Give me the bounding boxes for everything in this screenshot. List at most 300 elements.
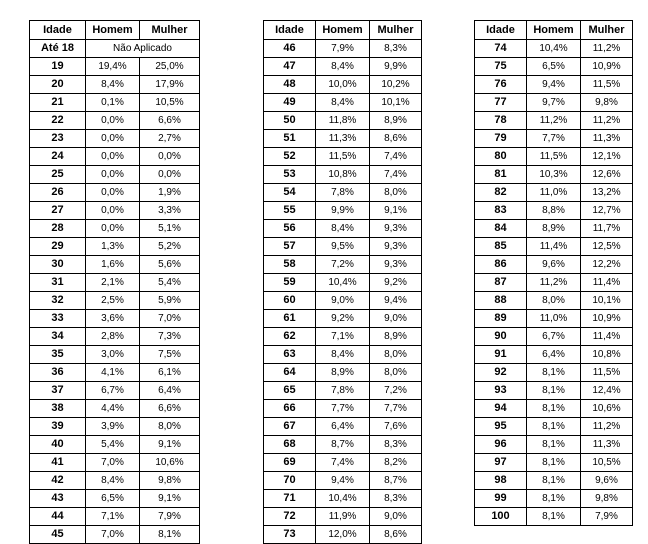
homem-cell: 8,1% [527, 436, 581, 454]
homem-cell: 9,4% [527, 76, 581, 94]
age-cell: 34 [30, 328, 86, 346]
table-row [30, 130, 200, 148]
mulher-cell: 8,0% [370, 346, 422, 364]
homem-cell: 4,1% [86, 364, 140, 382]
mulher-cell: 13,2% [581, 184, 633, 202]
mulher-cell: 8,9% [370, 112, 422, 130]
homem-cell: 9,6% [527, 256, 581, 274]
table-row [264, 526, 422, 544]
mulher-cell: 9,6% [581, 472, 633, 490]
mulher-cell: 12,5% [581, 238, 633, 256]
age-cell: 100 [475, 508, 527, 526]
mulher-cell: 6,4% [140, 382, 200, 400]
table-row [264, 220, 422, 238]
homem-cell: 2,1% [86, 274, 140, 292]
homem-cell: 0,0% [86, 130, 140, 148]
age-cell: 90 [475, 328, 527, 346]
mulher-cell: 10,9% [581, 58, 633, 76]
homem-cell: 7,8% [316, 184, 370, 202]
homem-cell: 6,4% [527, 346, 581, 364]
note-row [30, 40, 200, 58]
age-cell: 56 [264, 220, 316, 238]
homem-cell: 10,0% [316, 76, 370, 94]
homem-cell: 2,5% [86, 292, 140, 310]
table-row [30, 454, 200, 472]
mulher-cell: 10,5% [140, 94, 200, 112]
table-row [264, 94, 422, 112]
homem-cell: 7,7% [316, 400, 370, 418]
age-cell: 32 [30, 292, 86, 310]
mulher-cell: 8,0% [140, 418, 200, 436]
age-cell: 37 [30, 382, 86, 400]
mulher-cell: 9,0% [370, 310, 422, 328]
table-row [264, 418, 422, 436]
age-cell: 38 [30, 400, 86, 418]
age-cell: 86 [475, 256, 527, 274]
age-cell: 50 [264, 112, 316, 130]
mulher-cell: 10,9% [581, 310, 633, 328]
table-row [475, 472, 633, 490]
mulher-cell: 25,0% [140, 58, 200, 76]
homem-cell: 3,0% [86, 346, 140, 364]
homem-cell: 5,4% [86, 436, 140, 454]
mulher-cell: 9,1% [370, 202, 422, 220]
header-homem: Homem [527, 21, 581, 40]
table-row [264, 148, 422, 166]
mulher-cell: 5,6% [140, 256, 200, 274]
age-cell: 79 [475, 130, 527, 148]
table-row [30, 364, 200, 382]
mulher-cell: 8,3% [370, 40, 422, 58]
age-cell: 62 [264, 328, 316, 346]
mulher-cell: 7,9% [140, 508, 200, 526]
age-cell: 45 [30, 526, 86, 544]
age-cell: 99 [475, 490, 527, 508]
table-row [264, 40, 422, 58]
homem-cell: 3,6% [86, 310, 140, 328]
header-mulher: Mulher [370, 21, 422, 40]
homem-cell: 8,1% [527, 490, 581, 508]
homem-cell: 9,7% [527, 94, 581, 112]
mulher-cell: 7,4% [370, 148, 422, 166]
table-row [475, 418, 633, 436]
homem-cell: 1,6% [86, 256, 140, 274]
age-cell: 76 [475, 76, 527, 94]
homem-cell: 10,4% [527, 40, 581, 58]
mulher-cell: 7,7% [370, 400, 422, 418]
mulher-cell: 5,1% [140, 220, 200, 238]
age-cell: 67 [264, 418, 316, 436]
age-cell: 87 [475, 274, 527, 292]
age-cell: 57 [264, 238, 316, 256]
homem-cell: 7,1% [86, 508, 140, 526]
age-cell: 61 [264, 310, 316, 328]
mulher-cell: 0,0% [140, 166, 200, 184]
age-cell: 39 [30, 418, 86, 436]
table-row [475, 292, 633, 310]
age-cell: 72 [264, 508, 316, 526]
age-cell: 59 [264, 274, 316, 292]
mulher-cell: 17,9% [140, 76, 200, 94]
age-cell: 63 [264, 346, 316, 364]
table-row [30, 508, 200, 526]
mulher-cell: 8,9% [370, 328, 422, 346]
homem-cell: 9,2% [316, 310, 370, 328]
age-cell: 33 [30, 310, 86, 328]
table-row [475, 382, 633, 400]
table-row [264, 490, 422, 508]
table-row [475, 508, 633, 526]
table-row [30, 418, 200, 436]
header-idade: Idade [264, 21, 316, 40]
table-row [475, 346, 633, 364]
table-row [264, 256, 422, 274]
homem-cell: 1,3% [86, 238, 140, 256]
mulher-cell: 8,3% [370, 490, 422, 508]
homem-cell: 7,0% [86, 526, 140, 544]
homem-cell: 2,8% [86, 328, 140, 346]
table-row [264, 364, 422, 382]
age-cell: 54 [264, 184, 316, 202]
mulher-cell: 7,4% [370, 166, 422, 184]
mulher-cell: 9,8% [581, 490, 633, 508]
age-cell: 35 [30, 346, 86, 364]
homem-cell: 8,4% [86, 472, 140, 490]
mulher-cell: 8,6% [370, 526, 422, 544]
homem-cell: 9,0% [316, 292, 370, 310]
table-row [475, 364, 633, 382]
age-cell: 91 [475, 346, 527, 364]
homem-cell: 11,2% [527, 112, 581, 130]
age-cell: 49 [264, 94, 316, 112]
homem-cell: 11,3% [316, 130, 370, 148]
header-homem: Homem [86, 21, 140, 40]
homem-cell: 11,5% [527, 148, 581, 166]
age-cell: 74 [475, 40, 527, 58]
homem-cell: 6,7% [86, 382, 140, 400]
mulher-cell: 1,9% [140, 184, 200, 202]
age-cell: 95 [475, 418, 527, 436]
homem-cell: 0,0% [86, 112, 140, 130]
header-idade: Idade [475, 21, 527, 40]
age-cell: 46 [264, 40, 316, 58]
homem-cell: 4,4% [86, 400, 140, 418]
age-cell: 19 [30, 58, 86, 76]
table-row [264, 346, 422, 364]
age-cell: 42 [30, 472, 86, 490]
mulher-cell: 12,1% [581, 148, 633, 166]
mulher-cell: 9,1% [140, 436, 200, 454]
table-row [475, 58, 633, 76]
homem-cell: 6,5% [86, 490, 140, 508]
homem-cell: 0,1% [86, 94, 140, 112]
table-row [30, 256, 200, 274]
age-cell: 70 [264, 472, 316, 490]
mulher-cell: 8,1% [140, 526, 200, 544]
table-row [264, 328, 422, 346]
age-cell: 41 [30, 454, 86, 472]
homem-cell: 8,8% [527, 202, 581, 220]
age-cell: 85 [475, 238, 527, 256]
mulher-cell: 6,6% [140, 400, 200, 418]
header-row [264, 21, 422, 40]
mulher-cell: 8,0% [370, 364, 422, 382]
age-cell: 77 [475, 94, 527, 112]
age-cell: 68 [264, 436, 316, 454]
table-row [264, 130, 422, 148]
table-row [475, 76, 633, 94]
homem-cell: 11,8% [316, 112, 370, 130]
table-row [264, 508, 422, 526]
table-row [30, 400, 200, 418]
homem-cell: 8,4% [86, 76, 140, 94]
age-cell: 27 [30, 202, 86, 220]
homem-cell: 0,0% [86, 166, 140, 184]
mulher-cell: 7,2% [370, 382, 422, 400]
age-cell: 69 [264, 454, 316, 472]
homem-cell: 19,4% [86, 58, 140, 76]
table-row [475, 130, 633, 148]
mulher-cell: 9,4% [370, 292, 422, 310]
age-cell: 89 [475, 310, 527, 328]
age-cell: 60 [264, 292, 316, 310]
homem-cell: 7,1% [316, 328, 370, 346]
homem-cell: 8,9% [527, 220, 581, 238]
age-cell: 71 [264, 490, 316, 508]
age-cell: 44 [30, 508, 86, 526]
table-row [30, 472, 200, 490]
age-cell: 31 [30, 274, 86, 292]
mulher-cell: 7,6% [370, 418, 422, 436]
mulher-cell: 11,3% [581, 130, 633, 148]
mulher-cell: 11,5% [581, 364, 633, 382]
homem-cell: 8,1% [527, 418, 581, 436]
mulher-cell: 8,6% [370, 130, 422, 148]
homem-cell: 0,0% [86, 184, 140, 202]
header-row [475, 21, 633, 40]
age-cell: 65 [264, 382, 316, 400]
homem-cell: 9,4% [316, 472, 370, 490]
homem-cell: 11,0% [527, 184, 581, 202]
table-row [475, 274, 633, 292]
table-row [264, 472, 422, 490]
mulher-cell: 12,2% [581, 256, 633, 274]
homem-cell: 10,3% [527, 166, 581, 184]
homem-cell: 0,0% [86, 220, 140, 238]
homem-cell: 10,8% [316, 166, 370, 184]
rate-table-1 [29, 20, 200, 544]
age-cell: 82 [475, 184, 527, 202]
mulher-cell: 9,3% [370, 220, 422, 238]
age-cell: 81 [475, 166, 527, 184]
homem-cell: 7,4% [316, 454, 370, 472]
homem-cell: 12,0% [316, 526, 370, 544]
table-row [475, 94, 633, 112]
homem-cell: 6,7% [527, 328, 581, 346]
homem-cell: 11,5% [316, 148, 370, 166]
table-row [475, 310, 633, 328]
table-row [264, 112, 422, 130]
age-cell: 84 [475, 220, 527, 238]
age-cell: 58 [264, 256, 316, 274]
table-row [30, 58, 200, 76]
age-cell: 52 [264, 148, 316, 166]
homem-cell: 8,4% [316, 220, 370, 238]
table-row [475, 328, 633, 346]
homem-cell: 9,9% [316, 202, 370, 220]
mulher-cell: 9,3% [370, 238, 422, 256]
mulher-cell: 11,5% [581, 76, 633, 94]
mulher-cell: 5,2% [140, 238, 200, 256]
table-row [30, 328, 200, 346]
age-cell: 96 [475, 436, 527, 454]
homem-cell: 9,5% [316, 238, 370, 256]
age-cell: 75 [475, 58, 527, 76]
mulher-cell: 6,1% [140, 364, 200, 382]
table-row [475, 40, 633, 58]
homem-cell: 8,9% [316, 364, 370, 382]
age-cell: 40 [30, 436, 86, 454]
rate-table-3 [474, 20, 633, 526]
homem-cell: 10,4% [316, 490, 370, 508]
homem-cell: 8,4% [316, 94, 370, 112]
table-row [30, 220, 200, 238]
age-cell: 20 [30, 76, 86, 94]
homem-cell: 11,4% [527, 238, 581, 256]
homem-cell: 8,0% [527, 292, 581, 310]
age-cell: 48 [264, 76, 316, 94]
mulher-cell: 11,4% [581, 274, 633, 292]
table-row [30, 94, 200, 112]
mulher-cell: 10,6% [140, 454, 200, 472]
mulher-cell: 11,2% [581, 112, 633, 130]
table-row [475, 238, 633, 256]
age-cell: 51 [264, 130, 316, 148]
mulher-cell: 5,9% [140, 292, 200, 310]
table-row [475, 112, 633, 130]
mulher-cell: 8,3% [370, 436, 422, 454]
age-cell: 43 [30, 490, 86, 508]
homem-cell: 0,0% [86, 202, 140, 220]
homem-cell: 11,2% [527, 274, 581, 292]
table-row [475, 220, 633, 238]
mulher-cell: 10,5% [581, 454, 633, 472]
age-cell: 92 [475, 364, 527, 382]
age-cell: 66 [264, 400, 316, 418]
table-row [30, 436, 200, 454]
homem-cell: 6,4% [316, 418, 370, 436]
homem-cell: 8,1% [527, 508, 581, 526]
age-cell: 64 [264, 364, 316, 382]
age-cell: 55 [264, 202, 316, 220]
homem-cell: 7,0% [86, 454, 140, 472]
table-row [30, 148, 200, 166]
age-cell: 30 [30, 256, 86, 274]
table-row [30, 346, 200, 364]
homem-cell: 11,9% [316, 508, 370, 526]
mulher-cell: 2,7% [140, 130, 200, 148]
mulher-cell: 10,2% [370, 76, 422, 94]
table-row [264, 454, 422, 472]
table-row [30, 76, 200, 94]
mulher-cell: 9,2% [370, 274, 422, 292]
homem-cell: 0,0% [86, 148, 140, 166]
mulher-cell: 12,4% [581, 382, 633, 400]
age-cell: 80 [475, 148, 527, 166]
table-row [475, 256, 633, 274]
homem-cell: 7,9% [316, 40, 370, 58]
homem-cell: 6,5% [527, 58, 581, 76]
age-cell: 94 [475, 400, 527, 418]
mulher-cell: 8,7% [370, 472, 422, 490]
age-cell: 28 [30, 220, 86, 238]
mulher-cell: 10,6% [581, 400, 633, 418]
age-cell: 25 [30, 166, 86, 184]
table-row [30, 526, 200, 544]
table-row [30, 166, 200, 184]
rate-table-2 [263, 20, 422, 544]
mulher-cell: 8,0% [370, 184, 422, 202]
header-idade: Idade [30, 21, 86, 40]
age-cell: 97 [475, 454, 527, 472]
age-cell: 36 [30, 364, 86, 382]
table-row [475, 400, 633, 418]
mulher-cell: 5,4% [140, 274, 200, 292]
table-row [264, 184, 422, 202]
note-text-cell: Não Aplicado [86, 40, 200, 58]
mulher-cell: 11,2% [581, 418, 633, 436]
mulher-cell: 12,7% [581, 202, 633, 220]
age-cell: 22 [30, 112, 86, 130]
mulher-cell: 11,7% [581, 220, 633, 238]
mulher-cell: 9,8% [581, 94, 633, 112]
mulher-cell: 9,9% [370, 58, 422, 76]
table-row [264, 166, 422, 184]
mulher-cell: 7,9% [581, 508, 633, 526]
table-row [30, 310, 200, 328]
table-row [30, 202, 200, 220]
age-cell: 24 [30, 148, 86, 166]
table-row [30, 382, 200, 400]
homem-cell: 11,0% [527, 310, 581, 328]
table-row [475, 184, 633, 202]
table-row [475, 436, 633, 454]
age-cell: 98 [475, 472, 527, 490]
table-row [475, 148, 633, 166]
table-row [475, 202, 633, 220]
age-cell: 29 [30, 238, 86, 256]
homem-cell: 10,4% [316, 274, 370, 292]
mulher-cell: 11,2% [581, 40, 633, 58]
table-row [264, 238, 422, 256]
table-row [264, 58, 422, 76]
homem-cell: 8,1% [527, 382, 581, 400]
table-row [30, 274, 200, 292]
table-row [30, 292, 200, 310]
table-row [30, 490, 200, 508]
mulher-cell: 11,3% [581, 436, 633, 454]
table-row [264, 274, 422, 292]
mulher-cell: 7,5% [140, 346, 200, 364]
table-row [264, 310, 422, 328]
age-cell: 47 [264, 58, 316, 76]
mulher-cell: 9,0% [370, 508, 422, 526]
age-cell: 78 [475, 112, 527, 130]
mulher-cell: 12,6% [581, 166, 633, 184]
mulher-cell: 9,1% [140, 490, 200, 508]
header-mulher: Mulher [140, 21, 200, 40]
mulher-cell: 7,3% [140, 328, 200, 346]
